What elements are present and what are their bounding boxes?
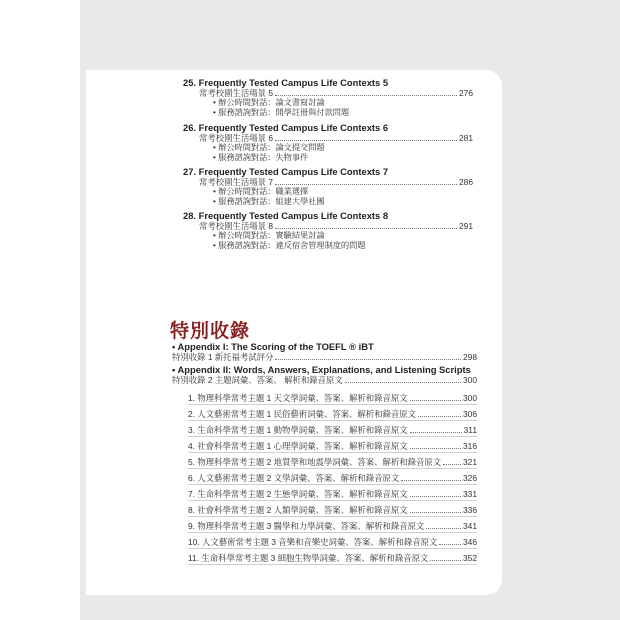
- bullet-item: • 辦公時間對話：論文書寫討論: [213, 98, 325, 107]
- appendix-subtitle-row: [172, 352, 477, 362]
- appendix-subtitle: 特別收錄 1 新托福考試評分: [172, 352, 274, 362]
- bullet-item: • 服務諮詢對話：失物事件: [213, 153, 309, 162]
- appendix-2: [172, 364, 477, 385]
- page-number: 336: [463, 505, 477, 515]
- entry-subtitle-row: [183, 177, 473, 187]
- page-number: 331: [463, 489, 477, 499]
- leader-dots: [410, 511, 461, 513]
- page-number: 311: [463, 425, 477, 435]
- entry-subtitle: 常考校園生活場景 7: [199, 177, 273, 187]
- entry-subtitle-row: [183, 133, 473, 143]
- list-item: [188, 549, 477, 565]
- bullet-item: • 服務諮詢對話：組建大學社團: [213, 197, 325, 206]
- list-item: [188, 453, 477, 469]
- list-item: [188, 501, 477, 517]
- appendix-1: [172, 341, 477, 362]
- special-section-title: 特別收錄: [170, 320, 251, 342]
- bullet-item: • 辦公時間對話：職業選擇: [213, 187, 309, 196]
- leader-dots: [275, 139, 457, 141]
- leader-dots: [418, 415, 461, 417]
- bullet-item: • 辦公時間對話：論文提交問題: [213, 143, 325, 152]
- appendix-title: • Appendix II: Words, Answers, Explanations, and Listening Scripts: [172, 364, 471, 375]
- entry-subtitle: 常考校園生活場景 6: [199, 133, 273, 143]
- item-label: 1. 物理科學常考主題 1 天文學詞彙、答案、解析和錄音原文: [188, 393, 408, 403]
- appendix-2-item-list: [188, 389, 477, 565]
- item-label: 9. 物理科學常考主題 3 醫學和力學詞彙、答案、解析和錄音原文: [188, 521, 425, 531]
- leader-dots: [275, 358, 461, 360]
- list-item: [188, 469, 477, 485]
- list-item: [188, 437, 477, 453]
- toc-entry-26: [183, 122, 473, 163]
- page-number: 352: [463, 553, 477, 563]
- page-number: 298: [463, 352, 477, 362]
- page-number: 326: [463, 473, 477, 483]
- entry-title: 27. Frequently Tested Campus Life Contexts 7: [183, 166, 389, 177]
- leader-dots: [410, 495, 461, 497]
- toc-entry-27: [183, 166, 473, 207]
- leader-dots: [426, 527, 461, 529]
- leader-dots: [410, 399, 461, 401]
- entry-subtitle-row: [183, 221, 473, 231]
- bullet-item: • 服務諮詢對話：開學註冊與付款問題: [213, 108, 350, 117]
- entry-title: 28. Frequently Tested Campus Life Contexts 8: [183, 210, 389, 221]
- toc-entry-28: [183, 210, 473, 251]
- entry-subtitle: 常考校園生活場景 8: [199, 221, 273, 231]
- list-item: [188, 421, 477, 437]
- leader-dots: [439, 543, 461, 545]
- item-label: 10. 人文藝術常考主題 3 音樂和音樂史詞彙、答案、解析和錄音原文: [188, 537, 438, 547]
- item-label: 2. 人文藝術常考主題 1 民俗藝術詞彙、答案、解析和錄音原文: [188, 409, 416, 419]
- leader-dots: [401, 479, 461, 481]
- item-label: 3. 生命科學常考主題 1 動物學詞彙、答案、解析和錄音原文: [188, 425, 408, 435]
- entry-title: 25. Frequently Tested Campus Life Contexts 5: [183, 77, 389, 88]
- page-number: 346: [463, 537, 477, 547]
- page-number: 300: [463, 393, 477, 403]
- page-number: 321: [463, 457, 477, 467]
- item-label: 4. 社會科學常考主題 1 心理學詞彙、答案、解析和錄音原文: [188, 441, 408, 451]
- page-number: 291: [459, 221, 473, 231]
- page-number: 276: [459, 88, 473, 98]
- leader-dots: [430, 559, 461, 561]
- leader-dots: [443, 463, 461, 465]
- page-number: 281: [459, 133, 473, 143]
- page-number: 300: [463, 375, 477, 385]
- item-label: 5. 物理科學常考主題 2 地質學和地震學詞彙、答案、解析和錄音原文: [188, 457, 442, 467]
- page-number: 341: [463, 521, 477, 531]
- list-item: [188, 533, 477, 549]
- toc-entry-25: [183, 77, 473, 118]
- page-number: 316: [463, 441, 477, 451]
- appendix-subtitle: 特別收錄 2 主題詞彙、答案、 解析和錄音原文: [172, 375, 343, 385]
- item-label: 8. 社會科學常考主題 2 人類學詞彙、答案、解析和錄音原文: [188, 505, 408, 515]
- leader-dots: [275, 227, 457, 229]
- list-item: [188, 517, 477, 533]
- leader-dots: [275, 183, 457, 185]
- entry-title: 26. Frequently Tested Campus Life Contexts 6: [183, 122, 389, 133]
- page-number: 306: [463, 409, 477, 419]
- item-label: 11. 生命科學常考主題 3 細胞生物學詞彙、答案、解析和錄音原文: [188, 553, 429, 563]
- appendix-title: • Appendix I: The Scoring of the TOEFL ® iBT: [172, 341, 374, 352]
- item-label: 7. 生命科學常考主題 2 生態學詞彙、答案、解析和錄音原文: [188, 489, 408, 499]
- bullet-item: • 服務諮詢對話：違反宿舍管理制度的問題: [213, 241, 366, 250]
- entry-subtitle-row: [183, 88, 473, 98]
- list-item: [188, 485, 477, 501]
- list-item: [188, 405, 477, 421]
- entry-subtitle: 常考校園生活場景 5: [199, 88, 273, 98]
- appendix-subtitle-row: [172, 375, 477, 385]
- leader-dots: [275, 94, 457, 96]
- item-label: 6. 人文藝術常考主題 2 文學詞彙、答案、解析和錄音原文: [188, 473, 400, 483]
- leader-dots: [410, 431, 462, 433]
- leader-dots: [345, 381, 461, 383]
- bullet-item: • 辦公時間對話：實驗結果討論: [213, 231, 325, 240]
- leader-dots: [410, 447, 461, 449]
- list-item: [188, 389, 477, 405]
- page-number: 286: [459, 177, 473, 187]
